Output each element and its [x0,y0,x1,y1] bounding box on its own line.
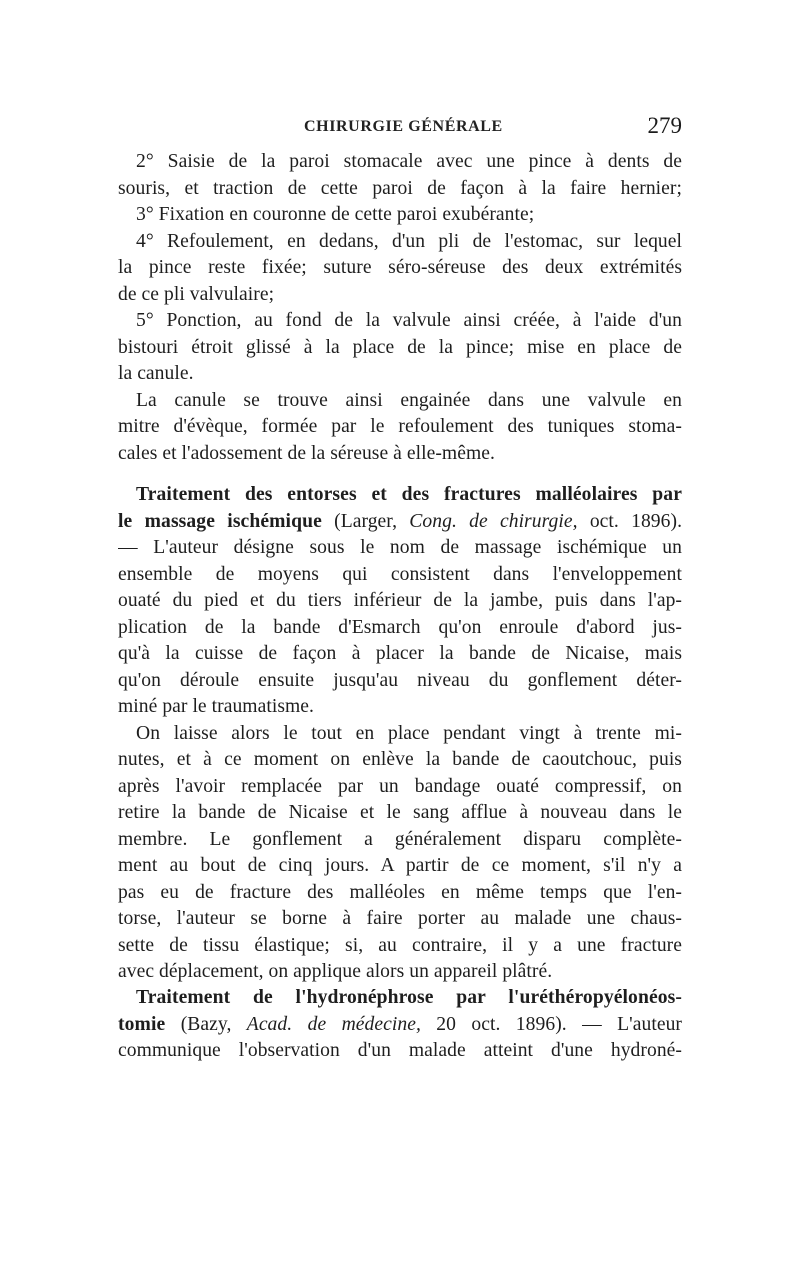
section-title-line [118,509,682,536]
reference-source: Cong. de chirurgie, [409,510,578,532]
text-line: — L'auteur désigne sous le nom de massage ischémique un [118,537,682,558]
text-line: mitre d'évèque, formée par le refoulement des tuniques stoma- [118,416,682,437]
reference-source: Acad. de médecine, [246,1013,421,1035]
reference-close: oct. 1896). [589,510,682,532]
running-head: CHIRURGIE GÉNÉRALE [304,118,503,135]
text-line: 2° Saisie de la paroi stomacale avec une pince à dents de [136,151,682,172]
section-title-continuation: tomie [118,1013,166,1035]
text-line: 5° Ponction, au fond de la valvule ainsi créée, à l'aide d'un [136,310,682,331]
text-line: 3° Fixation en couronne de cette paroi exubérante; [136,204,535,225]
text-line: La canule se trouve ainsi engainée dans une valvule en [136,389,682,411]
text-line: 4° Refoulement, en dedans, d'un pli de l'estomac, sur lequel [136,230,682,252]
text-line: la canule. [118,363,194,384]
page-header [118,113,682,143]
section-title: Traitement des entorses et des fractures malléolaires par [136,484,682,505]
text-line: pas eu de fracture des malléoles en même temps que l'en- [118,881,682,903]
text-line: ensemble de moyens qui consistent dans l'enveloppement [118,563,682,585]
text-line: ment au bout de cinq jours. A partir de ce moment, s'il n'y a [118,855,682,876]
text-line: sette de tissu élastique; si, au contraire, il y a une fracture [118,934,682,956]
text-line: la pince reste fixée; suture séro-séreuse des deux extrémités [118,257,682,278]
text-line: qu'on déroule ensuite jusqu'au niveau du gonflement déter- [118,669,682,691]
text-line: cales et l'adossement de la séreuse à elle-même. [118,442,495,464]
section-title: Traitement de l'hydronéphrose par l'uréthéropyélonéos- [136,987,682,1008]
text-line: de ce pli valvulaire; [118,283,275,305]
text-line: après l'avoir remplacée par un bandage ouaté compressif, on [118,775,682,797]
text-line: qu'à la cuisse de façon à placer la bande de Nicaise, mais [118,643,682,664]
text-line: bistouri étroit glissé à la place de la pince; mise en place de [118,336,682,358]
text-line: plication de la bande d'Esmarch qu'on enroule d'abord jus- [118,616,682,638]
text-line: On laisse alors le tout en place pendant vingt à trente mi- [136,722,682,744]
reference-open: (Larger, [334,510,398,532]
section-title-line [118,1012,682,1039]
section-title-continuation: le massage ischémique [118,510,322,532]
text-line: miné par le traumatisme. [118,696,314,717]
text-line: nutes, et à ce moment on enlève la bande de caoutchouc, puis [118,749,682,770]
text-line: ouaté du pied et du tiers inférieur de la jambe, puis dans l'ap- [118,590,682,611]
page-number: 279 [647,113,682,138]
text-line: torse, l'auteur se borne à faire porter au malade une chaus- [118,908,682,929]
section-gastrostomy-steps [118,149,682,467]
text-line: souris, et traction de cette paroi de façon à la faire hernier; [118,177,682,199]
text-line: avec déplacement, on applique alors un appareil plâtré. [118,961,553,982]
text-line: membre. Le gonflement a généralement disparu complète- [118,828,682,850]
reference-open: (Bazy, [180,1013,232,1035]
text-line: communique l'observation d'un malade atteint d'une hydroné- [118,1040,682,1061]
section-hydronephrosis [118,985,682,1065]
reference-close: 20 oct. 1896). — L'auteur [436,1013,682,1035]
text-line: retire la bande de Nicaise et le sang afflue à nouveau dans le [118,802,682,823]
section-ischemic-massage [118,482,682,986]
